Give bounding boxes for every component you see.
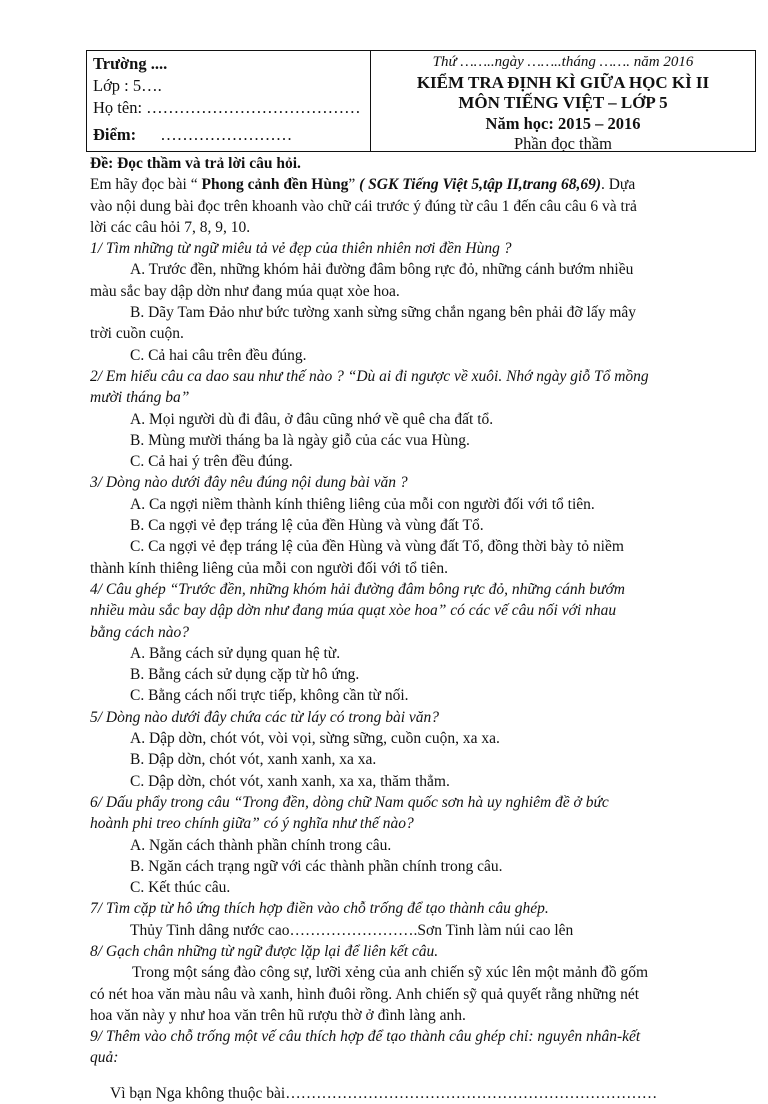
score-field bbox=[93, 124, 370, 146]
question-1: 1/ Tìm những từ ngữ miêu tả vẻ đẹp của thiên nhiên nơi đền Hùng ? bbox=[90, 240, 512, 258]
question-7-answer: Thủy Tinh dâng nước cao…………………….Sơn Tinh làm núi cao lên bbox=[130, 921, 574, 939]
question-8-passage-3: hoa văn này y như hoa văn trên hũ rượu thờ ở đình làng anh. bbox=[90, 1006, 466, 1024]
question-3-option-a[interactable]: A. Ca ngợi niềm thành kính thiêng liêng của mỗi con người đối với tổ tiên. bbox=[130, 495, 595, 513]
question-4-cont: nhiều màu sắc bay dập dờn như đang múa quạt xòe hoa” có các vế câu nối với nhau bbox=[90, 602, 617, 620]
intro-text: Em hãy đọc bài “ bbox=[90, 176, 202, 194]
score-label: Điểm: bbox=[93, 125, 137, 144]
question-3: 3/ Dòng nào dưới đây nêu đúng nội dung bài văn ? bbox=[90, 474, 408, 492]
exam-title-block bbox=[371, 51, 755, 151]
question-6-option-c[interactable]: C. Kết thúc câu. bbox=[130, 879, 231, 897]
question-7: 7/ Tìm cặp từ hô ứng thích hợp điền vào chỗ trống để tạo thành câu ghép. bbox=[90, 900, 549, 918]
question-6-option-a[interactable]: A. Ngăn cách thành phần chính trong câu. bbox=[130, 836, 392, 854]
exam-part: Phần đọc thầm bbox=[513, 134, 613, 153]
question-5-option-a[interactable]: A. Dập dờn, chót vót, vòi vọi, sừng sững, cuồn cuộn, xa xa. bbox=[130, 730, 500, 748]
question-8: 8/ Gạch chân những từ ngữ được lặp lại để liên kết câu. bbox=[90, 942, 439, 960]
school-year: Năm học: 2015 – 2016 bbox=[485, 113, 641, 133]
intro-quote: ” bbox=[348, 176, 360, 194]
name-field: Họ tên: ………………………………… bbox=[93, 98, 361, 117]
question-4-option-a[interactable]: A. Bằng cách sử dụng quan hệ từ. bbox=[130, 644, 341, 662]
score-dots: …………………… bbox=[160, 125, 293, 144]
question-3-option-b[interactable]: B. Ca ngợi vẻ đẹp tráng lệ của đền Hùng và vùng đất Tổ. bbox=[130, 517, 484, 535]
question-6-cont: hoành phi treo chính giữa” có ý nghĩa như thế nào? bbox=[90, 815, 414, 833]
header-box bbox=[86, 50, 756, 152]
question-5: 5/ Dòng nào dưới đây chứa các từ láy có trong bài văn? bbox=[90, 708, 440, 726]
exam-subject: MÔN TIẾNG VIỆT – LỚP 5 bbox=[458, 93, 668, 112]
student-info bbox=[87, 51, 371, 151]
question-8-passage-2: có nét hoa văn màu nâu và xanh, hình đuôi rồng. Anh chiến sỹ quả quyết rằng những nét bbox=[90, 985, 640, 1003]
question-5-option-b[interactable]: B. Dập dờn, chót vót, xanh xanh, xa xa. bbox=[130, 751, 377, 769]
question-4: 4/ Câu ghép “Trước đền, những khóm hải đường đâm bông rực đỏ, những cánh bướm bbox=[90, 580, 625, 598]
question-1-option-a[interactable]: A. Trước đền, những khóm hải đường đâm bông rực đỏ, những cánh bướm nhiều bbox=[130, 261, 634, 279]
question-4-cont: bằng cách nào? bbox=[90, 623, 190, 641]
question-1-option-a-cont[interactable]: màu sắc bay dập dờn như đang múa quạt xòe hoa. bbox=[90, 282, 400, 300]
task-heading: Đề: Đọc thầm và trả lời câu hỏi. bbox=[90, 155, 301, 172]
class-field: Lớp : 5…. bbox=[93, 76, 162, 95]
question-3-option-c[interactable]: C. Ca ngợi vẻ đẹp tráng lệ của đền Hùng và vùng đất Tổ, đồng thời bày tỏ niềm bbox=[130, 538, 624, 556]
question-6-option-b[interactable]: B. Ngăn cách trạng ngữ với các thành phần chính trong câu. bbox=[130, 857, 503, 875]
intro-line-2: vào nội dung bài đọc trên khoanh vào chữ cái trước ý đúng từ câu 1 đến câu câu 6 và trả bbox=[90, 197, 637, 215]
question-1-option-b[interactable]: B. Dãy Tam Đảo như bức tường xanh sừng sững chắn ngang bên phải đỡ lấy mây bbox=[130, 304, 637, 322]
intro-line-1 bbox=[90, 174, 754, 195]
question-9: 9/ Thêm vào chỗ trống một vế câu thích hợp để tạo thành câu ghép chỉ: nguyên nhân-kết bbox=[90, 1028, 641, 1046]
date-line: Thứ ……..ngày ……..tháng ……. năm 2016 bbox=[432, 54, 694, 70]
school-field: Trường .... bbox=[93, 54, 168, 73]
question-8-passage-1: Trong một sáng đào công sự, lưỡi xẻng của anh chiến sỹ xúc lên một mảnh đồ gốm bbox=[132, 964, 649, 982]
intro-line-3: lời các câu hỏi 7, 8, 9, 10. bbox=[90, 218, 251, 236]
question-9-answer: Vì bạn Nga không thuộc bài……………………………………………………………… bbox=[110, 1084, 658, 1102]
question-1-option-b-cont[interactable]: trời cuồn cuộn. bbox=[90, 325, 184, 343]
question-2-option-c[interactable]: C. Cả hai ý trên đều đúng. bbox=[130, 453, 293, 471]
exam-title: KIỂM TRA ĐỊNH KÌ GIỮA HỌC KÌ II bbox=[416, 72, 710, 92]
question-5-option-c[interactable]: C. Dập dờn, chót vót, xanh xanh, xa xa, thăm thẳm. bbox=[130, 772, 450, 790]
question-1-option-c[interactable]: C. Cả hai câu trên đều đúng. bbox=[130, 346, 307, 364]
intro-text-end: . Dựa bbox=[600, 176, 636, 194]
question-9-cont: quả: bbox=[90, 1049, 119, 1067]
reading-title: Phong cảnh đền Hùng bbox=[201, 176, 349, 194]
question-list bbox=[90, 238, 754, 898]
question-4-option-b[interactable]: B. Bằng cách sử dụng cặp từ hô ứng. bbox=[130, 666, 360, 684]
question-3-option-c-cont[interactable]: thành kính thiêng liêng của mỗi con người đối với tổ tiên. bbox=[90, 559, 448, 577]
question-2: 2/ Em hiểu câu ca dao sau như thế nào ? “Dù ai đi ngược về xuôi. Nhớ ngày giỗ Tổ mồng bbox=[90, 367, 649, 385]
question-6: 6/ Dấu phẩy trong câu “Trong đền, dòng chữ Nam quốc sơn hà uy nghiêm đề ở bức bbox=[90, 793, 609, 811]
reading-source: ( SGK Tiếng Việt 5,tập II,trang 68,69) bbox=[359, 176, 601, 194]
exam-body bbox=[90, 153, 754, 1104]
question-4-option-c[interactable]: C. Bằng cách nối trực tiếp, không cần từ nối. bbox=[130, 687, 409, 705]
question-2-cont: mười tháng ba” bbox=[90, 389, 190, 407]
question-2-option-a[interactable]: A. Mọi người dù đi đâu, ở đâu cũng nhớ về quê cha đất tổ. bbox=[130, 410, 494, 428]
question-2-option-b[interactable]: B. Mùng mười tháng ba là ngày giỗ của các vua Hùng. bbox=[130, 431, 470, 449]
